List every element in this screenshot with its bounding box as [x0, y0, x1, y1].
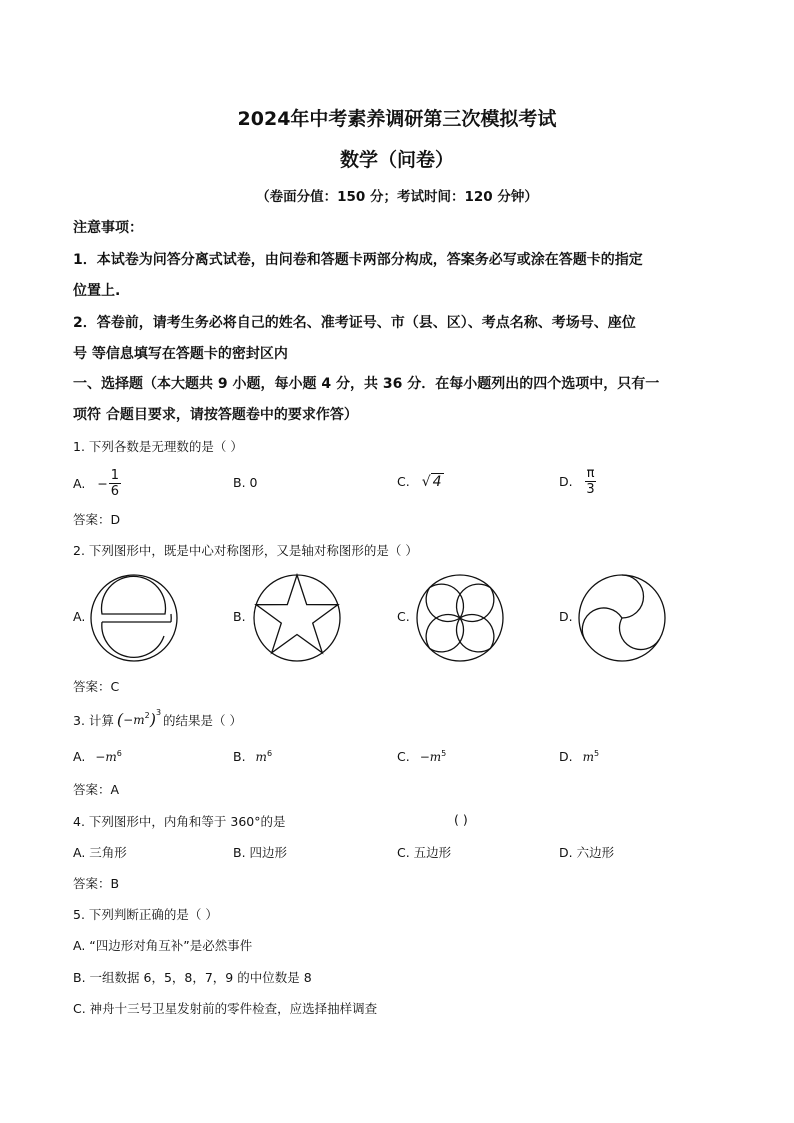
notes-item-1: 1．本试卷为问答分离式试卷，由问卷和答题卡两部分构成，答案务必写或涂在答题卡的指定 — [73, 252, 643, 268]
q3-a-label: A. — [73, 749, 86, 765]
q5-stem: 5. 下列判断正确的是（ ） — [73, 907, 218, 922]
q3-b-label: B. — [233, 749, 246, 765]
q3-a-base: −m — [95, 750, 117, 765]
q2-figure-b — [253, 574, 341, 662]
q2-c-label: C. — [397, 609, 410, 624]
q3-expr-open: ( — [116, 710, 124, 729]
q1-c-radicand: 4 — [432, 474, 442, 490]
q1-a-denominator: 6 — [110, 483, 120, 499]
q3-c-label: C. — [397, 749, 410, 765]
q3-stem — [73, 710, 242, 729]
q2-a-label: A. — [73, 609, 86, 624]
q1-option-c — [397, 474, 444, 490]
q4-paren: ( ) — [454, 812, 468, 827]
q1-a-label: A. — [73, 475, 86, 491]
q1-answer: 答案：D — [73, 512, 121, 527]
q4-option-b: B. 四边形 — [233, 845, 288, 860]
q3-answer: 答案：A — [73, 782, 120, 797]
q1-b-label: B. — [233, 475, 246, 490]
q1-d-denominator: 3 — [586, 481, 595, 497]
q2-figure-d — [578, 574, 666, 662]
q5-option-a: A. “四边形对角互补”是必然事件 — [73, 938, 253, 953]
q5-option-b: B. 一组数据 6，5，8，7，9 的中位数是 8 — [73, 970, 312, 985]
q4-answer: 答案：B — [73, 876, 120, 891]
section1-heading: 一、选择题（本大题共 9 小题，每小题 4 分，共 36 分．在每小题列出的四个选项中，只有一 — [73, 376, 660, 392]
q2-stem: 2. 下列图形中，既是中心对称图形，又是轴对称图形的是（ ） — [73, 543, 418, 558]
q3-c-base: −m — [419, 750, 442, 765]
q4-stem: 4. 下列图形中，内角和等于 360°的是 — [73, 814, 286, 829]
q2-b-label: B. — [233, 609, 246, 624]
exam-title: 2024年中考素养调研第三次模拟考试 — [237, 108, 557, 130]
notes-item-2: 2．答卷前，请考生务必将自己的姓名、准考证号、市（县、区）、考点名称、考场号、座位 — [73, 315, 636, 331]
q3-expr-base: −m — [123, 712, 145, 727]
q3-expr-inner-exp: 2 — [144, 711, 150, 720]
q2-d-label: D. — [559, 609, 573, 624]
q3-b-base: m — [255, 750, 267, 765]
q4-option-d: D. 六边形 — [559, 845, 615, 860]
q3-expr-outer-exp: 3 — [155, 708, 162, 717]
q1-option-d — [559, 464, 596, 498]
sqrt-icon: √ — [421, 474, 431, 490]
q3-option-d — [559, 749, 599, 764]
q1-a-sign: − — [97, 475, 108, 491]
q3-d-label: D. — [559, 749, 573, 765]
notes-item-1-cont: 位置上. — [73, 283, 121, 299]
q1-stem: 1. 下列各数是无理数的是（ ） — [73, 439, 243, 454]
section1-heading-cont: 项符 合题目要求，请按答题卷中的要求作答） — [73, 407, 358, 423]
exam-info: （卷面分值：150 分；考试时间：120 分钟） — [256, 189, 538, 205]
q1-c-radical — [422, 474, 444, 490]
q3-option-c — [397, 749, 446, 764]
q4-option-c: C. 五边形 — [397, 845, 452, 860]
q1-c-label: C. — [397, 474, 410, 489]
q3-expr-close: ) — [149, 710, 156, 729]
exam-subtitle: 数学（问卷） — [339, 149, 454, 171]
q2-figure-a — [90, 574, 178, 662]
notes-heading: 注意事项： — [73, 220, 143, 236]
q3-stem-pre: 3. 计算 — [73, 712, 114, 728]
q1-d-fraction — [585, 467, 597, 496]
q3-d-base: m — [582, 750, 594, 765]
q2-answer: 答案：C — [73, 679, 120, 694]
q1-a-numerator: 1 — [110, 467, 120, 483]
q3-option-b — [233, 749, 272, 764]
q3-d-exp: 5 — [593, 749, 600, 758]
q5-option-c: C. 神舟十三号卫星发射前的零件检查，应选择抽样调查 — [73, 1001, 378, 1016]
q1-option-a — [73, 466, 121, 500]
q1-d-numerator: π — [586, 465, 595, 481]
notes-item-2-cont: 号 等信息填写在答题卡的密封区内 — [73, 346, 288, 362]
q1-option-b — [233, 475, 258, 490]
q2-figure-c — [416, 574, 504, 662]
q1-d-label: D. — [559, 473, 573, 489]
q3-b-exp: 6 — [266, 749, 273, 758]
q3-c-exp: 5 — [441, 749, 447, 758]
q1-a-fraction — [109, 469, 121, 498]
q3-stem-post: 的结果是（ ） — [163, 712, 243, 728]
q3-option-a — [73, 749, 122, 764]
q4-option-a: A. 三角形 — [73, 845, 127, 860]
q1-b-value: 0 — [249, 475, 258, 490]
q3-a-exp: 6 — [116, 749, 122, 758]
